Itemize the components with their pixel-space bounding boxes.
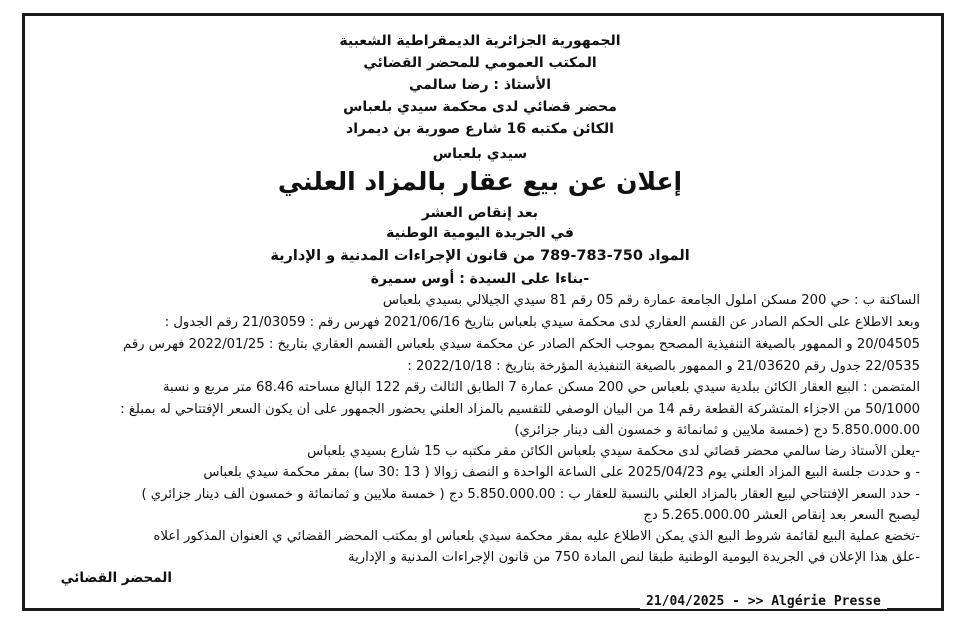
body-line: الساكنة ب : حي 200 مسكن املول الجامعة عمارة رقم 05 رقم 81 سيدي الجيلالي بسيدي بلعباس [382, 293, 920, 308]
body-line: - حدد السعر الإفتتاحي لبيع العقار بالمزاد العلني بالنسبة للعقار ب : 5.850.000.00 دج ( خمسة ملايين و ثمانمائة و خمسون ألف دينار جزائري ) [141, 487, 920, 502]
body-line: 22/0535 جدول رقم 21/03620 و الممهور بالصيغة التنفيذية المؤرخة بتاريخ : 2022/10/18 : [407, 359, 920, 374]
body-line: المتضمن : البيع العقار الكائن ببلدية سيدي بلعباس حي 200 مسكن عمارة 7 الطابق الثالث رقم 122 البالغ مساحته 68.46 متر مربع و نسبة [162, 380, 920, 395]
master-line: الأستاذ : رضا سالمي [408, 77, 552, 93]
body-line: 50/1000 من الاجزاء المتشركة القطعة رقم 14 من البيان الوصفي للتقسيم بالمزاد العلني بحضور الجمهور على أن يكون السعر الإفتتاحي له بمبلغ : [120, 402, 920, 417]
articles-line: المواد 750-783-789 من قانون الإجراءات المدنية و الإدارية [270, 248, 690, 264]
notice-title: إعلان عن بيع عقار بالمزاد العلني [277, 167, 683, 196]
subtitle-reduction: بعد إنقاص العشر [421, 205, 539, 221]
subtitle-newspaper: في الجريدة اليومية الوطنية [386, 225, 574, 241]
body-line: -تخضع عملية البيع لقائمة شروط البيع الذي يمكن الاطلاع عليه بمقر محكمة سيدي بلعباس أو بمكتب المحضر القضائي ي العنوان المذكور أعلاه [153, 529, 920, 544]
republic-line: الجمهورية الجزائرية الديمقراطية الشعبية [339, 33, 621, 49]
publication-footer: 21/04/2025 - >> Algérie Presse [640, 594, 887, 609]
address-line: الكائن مكتبه 16 شارع صورية بن ديمراد [346, 121, 614, 137]
body-line: ليصبح السعر بعد إنقاص العشر 5.265.000.00 دج [643, 508, 920, 523]
office-line: المكتب العمومي للمحضر القضائي [363, 55, 597, 71]
body-line: - و حددت جلسة البيع المزاد العلني يوم 2025/04/23 على الساعة الواحدة و النصف زوالا ( 13 :30 سا) بمقر محكمة سيدي بلعباس [203, 465, 920, 480]
body-line: -علق هذا الإعلان في الجريدة اليومية الوطنية طبقا لنص المادة 750 من قانون الإجراءات المدنية و الإدارية [348, 550, 920, 565]
body-line: 20/04505 و الممهور بالصيغة التنفيذية المصحح بموجب الحكم الصادر عن محكمة سيدي بلعباس القسم العقاري بتاريخ : 2022/01/25 فهرس رقم [123, 337, 920, 352]
on-behalf-line: -بناءا على السيدة : أوس سميرة [370, 271, 590, 287]
body-line: -يعلن الأستاذ رضا سالمي محضر قضائي لدى محكمة سيدي بلعباس الكائن مقر مكتبه ب 15 شارع بسيدي بلعباس [307, 444, 920, 459]
body-line: 5.850.000.00 دج (خمسة ملايين و ثمانمائة و خمسون ألف دينار جزائري) [514, 423, 920, 438]
signature-title: المحضر القضائي [60, 570, 172, 586]
court-line: محضر قضائي لدى محكمة سيدي بلعباس [343, 99, 617, 115]
city-line: سيدي بلعباس [432, 146, 528, 162]
body-line: وبعد الاطلاع على الحكم الصادر عن القسم العقاري لدى محكمة سيدي بلعباس بتاريخ 2021/06/16 فهرس رقم : 21/03059 رقم الجدول : [164, 315, 920, 330]
